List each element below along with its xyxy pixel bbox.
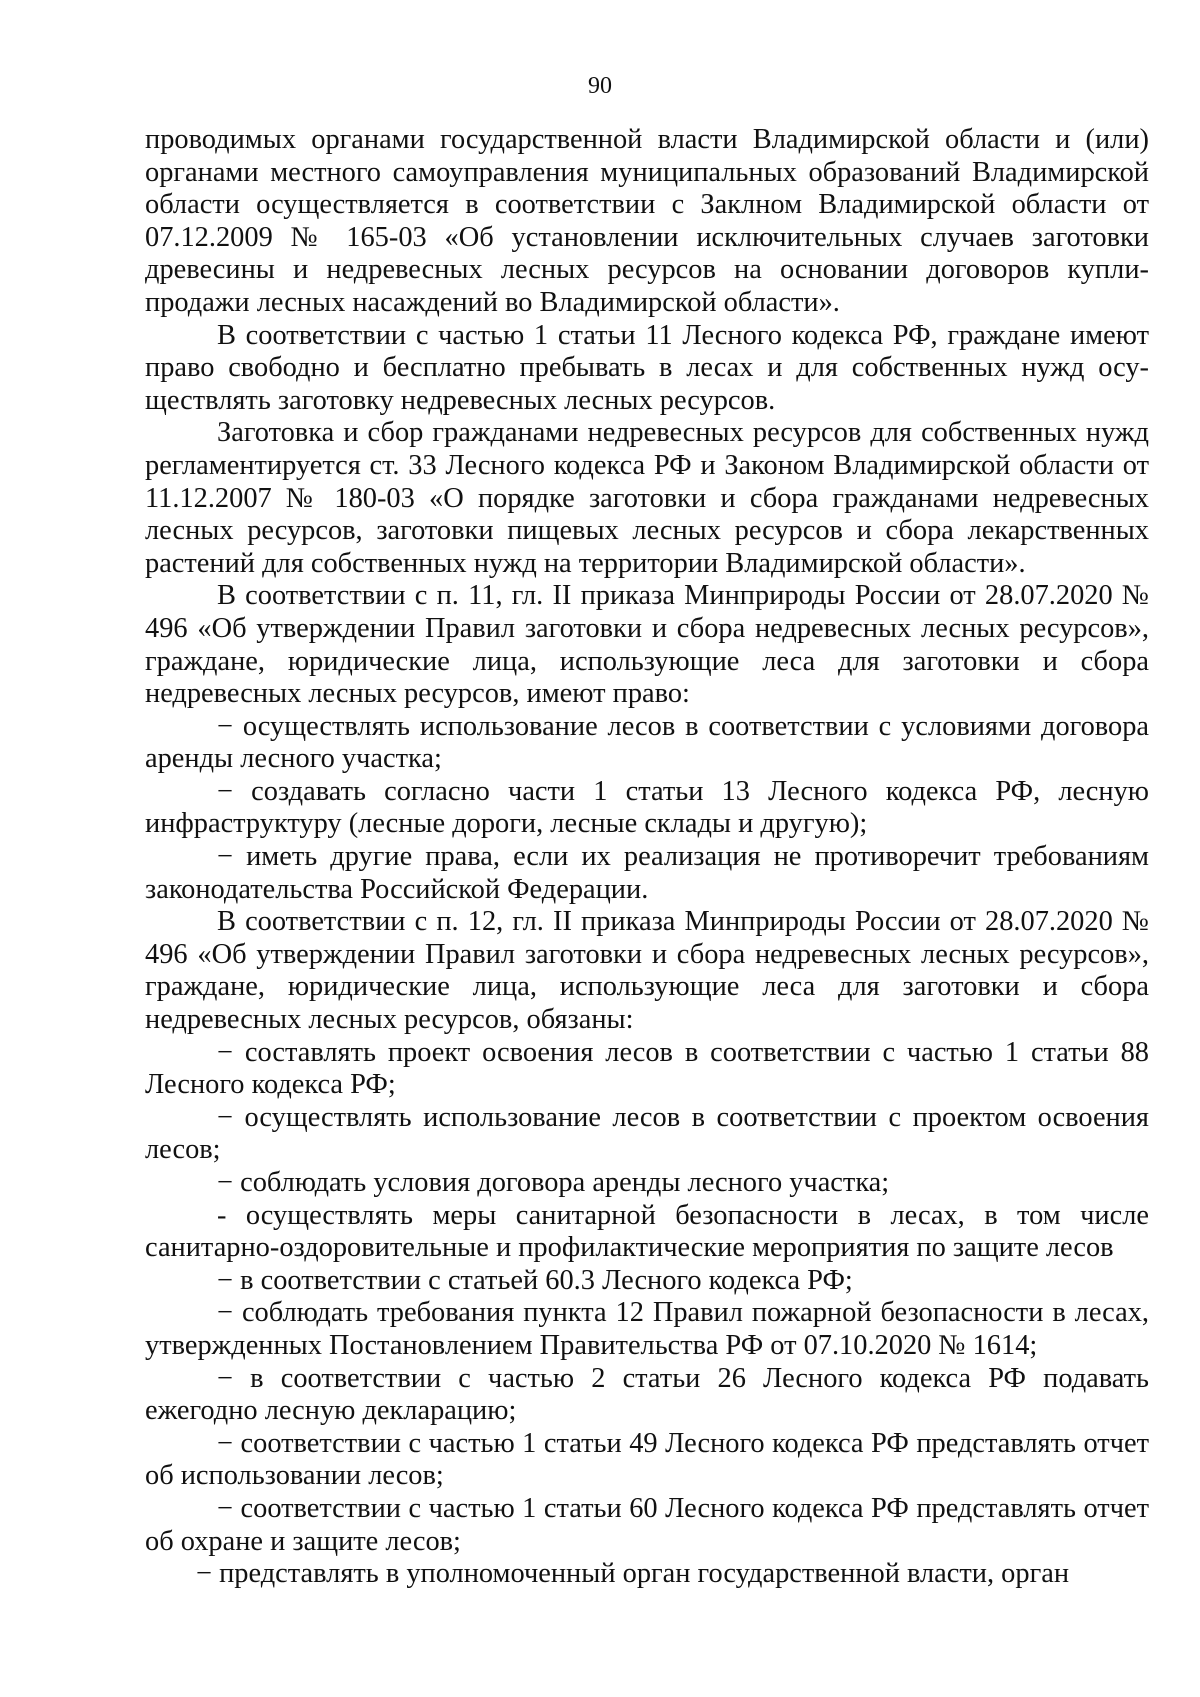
list-item-rights-2: − создавать согласно части 1 статьи 13 Лесного кодекса РФ, лесную инфраструктуру (лесные дороги, лесные склады и другую);	[145, 775, 1149, 840]
paragraph-5: В соответствии с п. 12, гл. II приказа Минприроды России от 28.07.2020 № 496 «Об утверждении Правил заготовки и сбора недревесных лесных ресурсов», граждане, юридические лица, использующие леса для заготовки и сбора недревесных лесных ресурсов, обязаны:	[145, 906, 1149, 1036]
list-item-duties-5: − в соответствии с статьей 60.3 Лесного кодекса РФ;	[217, 1264, 853, 1296]
list-item-rights-3: − иметь другие права, если их реализация не противоречит требованиям законодательства Российской Федерации.	[145, 841, 1149, 905]
list-item-duties-7: − в соответствии с частью 2 статьи 26 Лесного кодекса РФ подавать ежегодно лесную декларацию;	[145, 1362, 1149, 1427]
list-item-rights-1: − осуществлять использование лесов в соответствии с условиями договора аренды лесного участка;	[145, 710, 1149, 775]
list-item-duties-1: − составлять проект освоения лесов в соответствии с частью 1 статьи 88 Лесного кодекса РФ;	[145, 1036, 1149, 1101]
paragraph-2: В соответствии с частью 1 статьи 11 Лесного кодекса РФ, граждане имеют право свободно и бесплатно пребывать в лесах и для собственных нужд осуществлять заготовку недревесных лесных ресурсов.	[145, 319, 1149, 416]
paragraph-1: проводимых органами государственной власти Владимирской области и (или) органами местного самоуправления муниципальных образований Владимирской области осуществляется в соответствии с Заклном Владимирской области от 07.12.2009 № 165-03 «Об установлении исключительных случаев заготовки древесины и недревесных лесных ресурсов на основании договоров купли-продажи лесных насаждений во Владимирской области».	[145, 124, 1149, 318]
list-item-duties-10: − представлять в уполномоченный орган государственной власти, орган	[196, 1558, 1070, 1590]
list-item-duties-9: − соответствии с частью 1 статьи 60 Лесного кодекса РФ представлять отчет об охране и защите лесов;	[145, 1492, 1149, 1557]
list-item-duties-4: - осуществлять меры санитарной безопасности в лесах, в том числе санитарно-оздоровительные и профилактические мероприятия по защите лесов	[145, 1199, 1149, 1264]
list-item-duties-2: − осуществлять использование лесов в соответствии с проектом освоения лесов;	[145, 1101, 1149, 1166]
list-item-duties-8: − соответствии с частью 1 статьи 49 Лесного кодекса РФ представлять отчет об использовании лесов;	[145, 1427, 1149, 1492]
list-item-duties-6: − соблюдать требования пункта 12 Правил пожарной безопасности в лесах, утвержденных Постановлением Правительства РФ от 07.10.2020 № 1614;	[145, 1297, 1149, 1361]
paragraph-3: Заготовка и сбор гражданами недревесных ресурсов для собственных нужд регламентируется ст. 33 Лесного кодекса РФ и Законом Владимирской области от 11.12.2007 № 180-03 «О порядке заготовки и сбора гражданами недревесных лесных ресурсов, заготовки пищевых лесных ресурсов и сбора лекарственных растений для собственных нужд на территории Владимирской области».	[145, 417, 1149, 579]
document-body	[145, 124, 1149, 1591]
list-item-duties-3: − соблюдать условия договора аренды лесного участка;	[217, 1167, 890, 1198]
page-number: 90	[588, 73, 612, 99]
paragraph-4: В соответствии с п. 11, гл. II приказа Минприроды России от 28.07.2020 № 496 «Об утверждении Правил заготовки и сбора недревесных лесных ресурсов», граждане, юридические лица, использующие леса для заготовки и сбора недревесных лесных ресурсов, имеют право:	[145, 580, 1149, 710]
